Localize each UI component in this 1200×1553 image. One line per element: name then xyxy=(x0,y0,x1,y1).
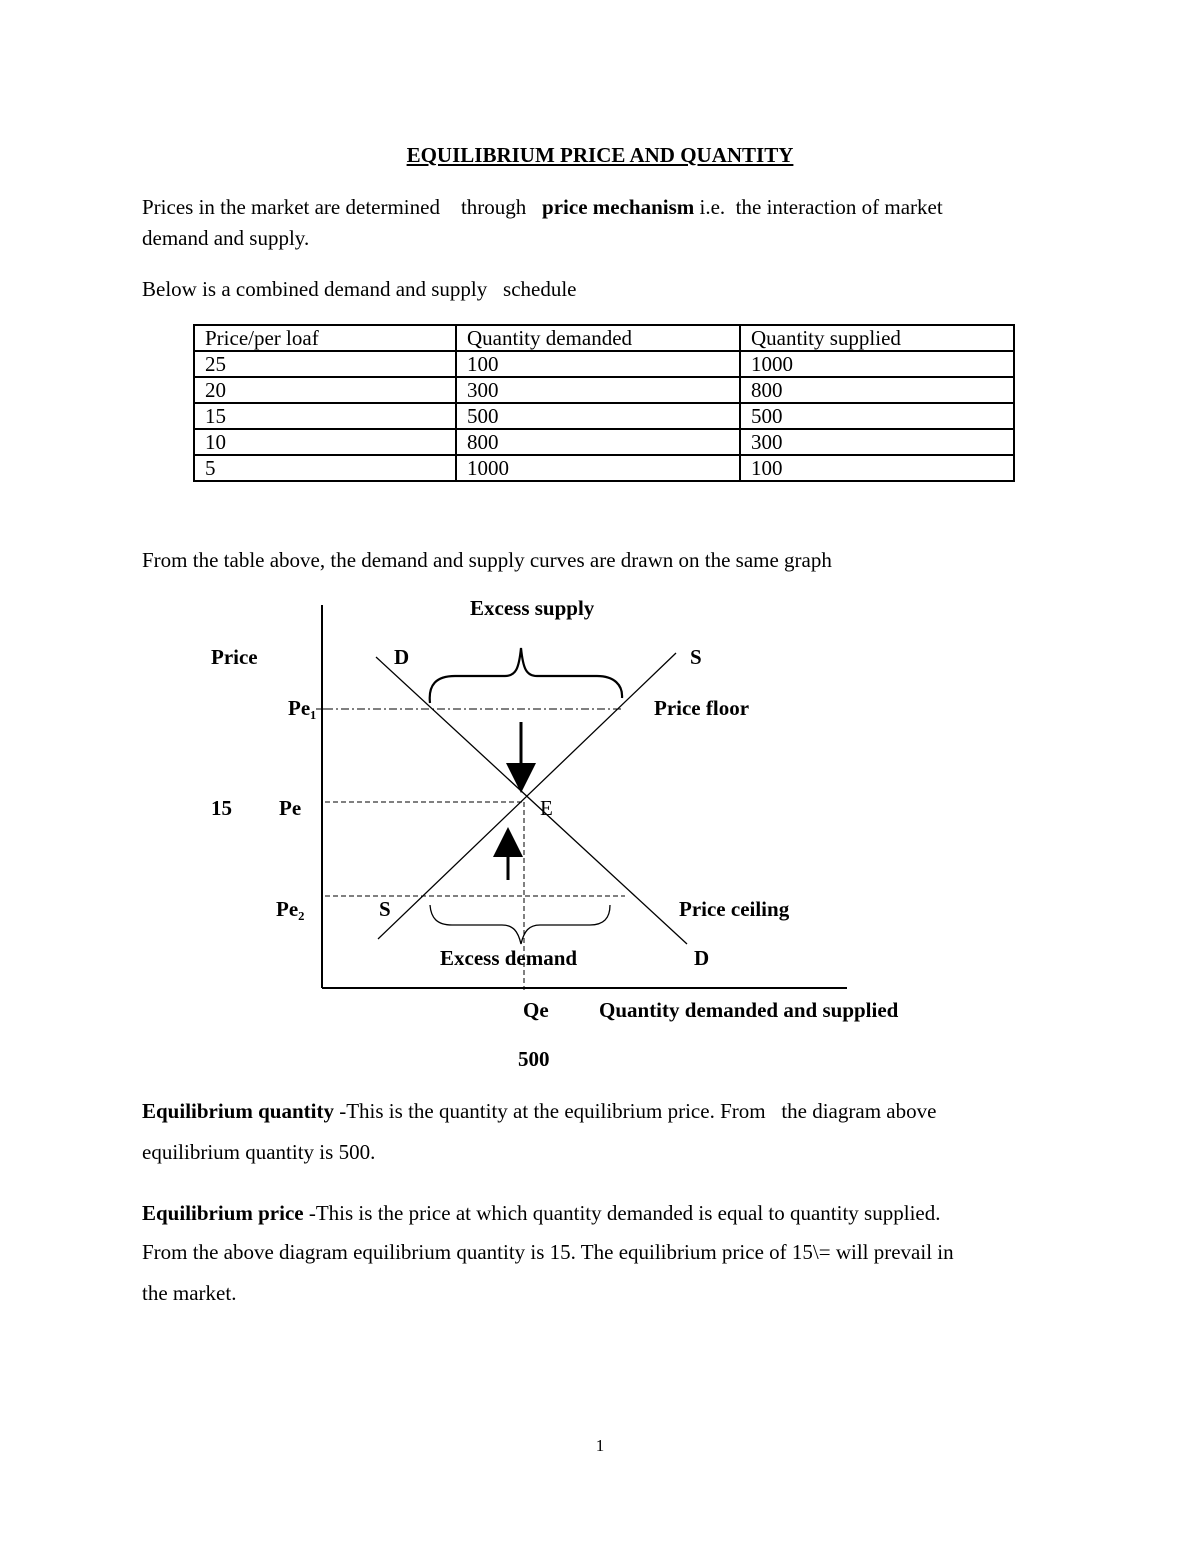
demand-curve xyxy=(376,657,687,944)
eq-price-line-2: From the above diagram equilibrium quantity is 15. The equilibrium price of 15\= will prevail in xyxy=(142,1240,954,1264)
table-cell: 300 xyxy=(456,377,740,403)
excess-supply-label: Excess supply xyxy=(470,596,595,620)
qe-label: Qe xyxy=(523,998,549,1022)
price-ceiling-label: Price ceiling xyxy=(679,897,790,921)
demand-top-label: D xyxy=(394,645,410,669)
equilibrium-point-label: E xyxy=(540,796,553,820)
table-cell: 500 xyxy=(456,403,740,429)
table-cell: 300 xyxy=(740,429,1014,455)
table-cell: 100 xyxy=(740,455,1014,481)
price-floor-label: Price floor xyxy=(654,696,750,720)
table-cell: 5 xyxy=(194,455,456,481)
intro-line-2: demand and supply. xyxy=(142,226,310,250)
table-cell: 20 xyxy=(194,377,456,403)
table-cell: 800 xyxy=(740,377,1014,403)
table-cell: 25 xyxy=(194,351,456,377)
eq-quantity-text: -This is the quantity at the equilibrium price. From the diagram above xyxy=(333,1099,937,1123)
eq-price-line-1 xyxy=(142,1198,940,1229)
table-cell: 1000 xyxy=(740,351,1014,377)
price-axis-label: Price xyxy=(211,645,258,669)
supply-bottom-label: S xyxy=(379,897,391,921)
equilibrium-price-value: 15 xyxy=(211,796,232,820)
eq-quantity-term: Equilibrium quantity xyxy=(142,1099,334,1123)
eq-price-text: -This is the price at which quantity demanded is equal to quantity supplied. xyxy=(303,1201,941,1225)
table-cell: 500 xyxy=(740,403,1014,429)
table-cell: 15 xyxy=(194,403,456,429)
demand-bottom-label: D xyxy=(694,946,710,970)
table-header: Quantity demanded xyxy=(456,325,740,351)
table-header: Price/per loaf xyxy=(194,325,456,351)
page-title: EQUILIBRIUM PRICE AND QUANTITY xyxy=(406,143,794,167)
excess-supply-brace xyxy=(430,648,622,703)
intro-text-b: i.e. the interaction of market xyxy=(694,195,943,219)
eq-quantity-line-2: equilibrium quantity is 500. xyxy=(142,1140,376,1164)
excess-demand-brace xyxy=(430,905,610,944)
intro-text-a: Prices in the market are determined through xyxy=(142,195,543,219)
eq-quantity-line-1 xyxy=(142,1096,936,1127)
intro-bold-term: price mechanism xyxy=(542,195,695,219)
excess-demand-label: Excess demand xyxy=(440,946,578,970)
pe1-label: Pe₁ xyxy=(288,696,317,720)
supply-top-label: S xyxy=(690,645,702,669)
eq-price-term: Equilibrium price xyxy=(142,1201,304,1225)
pe2-label: Pe₂ xyxy=(276,897,305,921)
table-cell: 1000 xyxy=(456,455,740,481)
page-number: 1 xyxy=(595,1436,605,1455)
quantity-axis-label: Quantity demanded and supplied xyxy=(599,998,899,1022)
graph-intro: From the table above, the demand and supply curves are drawn on the same graph xyxy=(142,548,832,572)
pe-label: Pe xyxy=(279,796,302,820)
equilibrium-quantity-value: 500 xyxy=(518,1047,550,1071)
table-cell: 800 xyxy=(456,429,740,455)
eq-price-line-3: the market. xyxy=(142,1281,237,1305)
table-cell: 100 xyxy=(456,351,740,377)
table-header: Quantity supplied xyxy=(740,325,1014,351)
table-cell: 10 xyxy=(194,429,456,455)
schedule-intro: Below is a combined demand and supply schedule xyxy=(142,277,577,301)
